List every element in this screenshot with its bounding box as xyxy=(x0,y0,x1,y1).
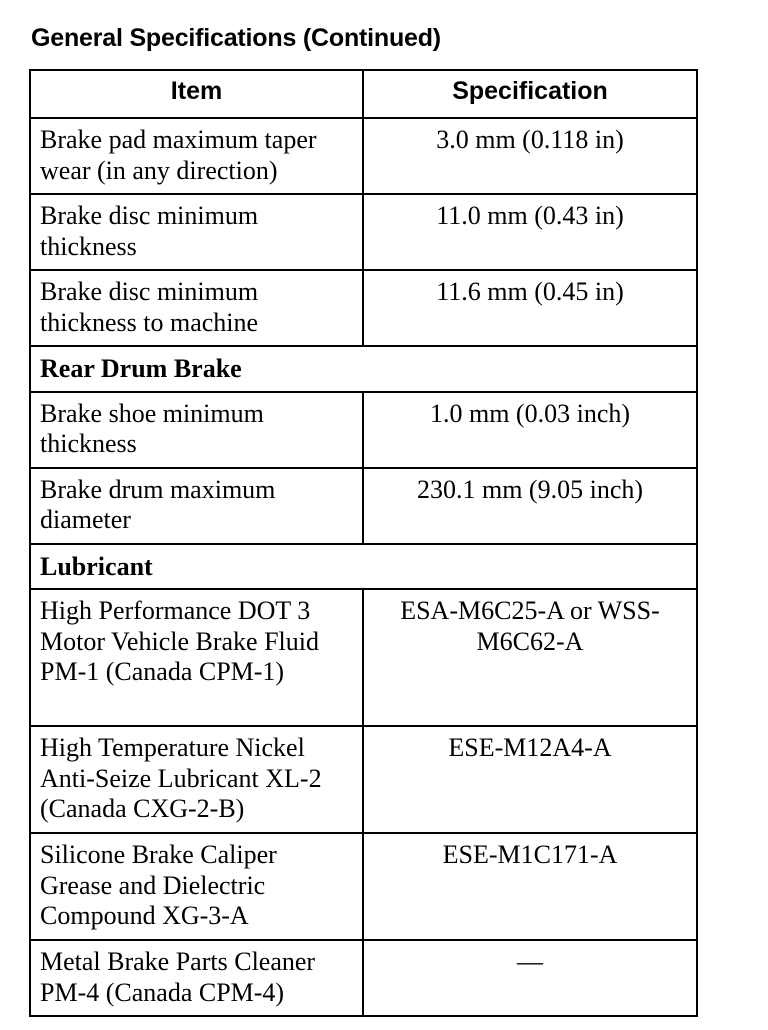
table-row xyxy=(30,833,697,940)
row-spec: 230.1 mm (9.05 inch) xyxy=(363,468,697,544)
row-spec: 3.0 mm (0.118 in) xyxy=(363,118,697,194)
row-spec: 11.0 mm (0.43 in) xyxy=(363,194,697,270)
table-row xyxy=(30,940,697,1016)
row-spec: ESE-M12A4-A xyxy=(363,726,697,833)
column-header-specification: Specification xyxy=(363,70,697,118)
row-spec: — xyxy=(363,940,697,1016)
table-row xyxy=(30,468,697,544)
row-item: High Temperature Nickel Anti-Seize Lubricant XL-2 (Canada CXG-2-B) xyxy=(30,726,363,833)
row-item: Brake shoe minimum thickness xyxy=(30,392,363,468)
row-item: Brake pad maximum taper wear (in any direction) xyxy=(30,118,363,194)
row-item: Brake disc minimum thickness xyxy=(30,194,363,270)
section-row xyxy=(30,346,697,392)
table-header-row xyxy=(30,70,697,118)
table-row xyxy=(30,392,697,468)
table-row xyxy=(30,726,697,833)
row-spec: ESE-M1C171-A xyxy=(363,833,697,940)
column-header-item: Item xyxy=(30,70,363,118)
section-row xyxy=(30,544,697,590)
row-item: Brake drum maximum diameter xyxy=(30,468,363,544)
table-row xyxy=(30,270,697,346)
row-item: Metal Brake Parts Cleaner PM-4 (Canada CPM-4) xyxy=(30,940,363,1016)
row-spec: 1.0 mm (0.03 inch) xyxy=(363,392,697,468)
page-title: General Specifications (Continued) xyxy=(31,24,441,52)
table-row xyxy=(30,194,697,270)
specifications-table xyxy=(29,69,698,1017)
row-item: Silicone Brake Caliper Grease and Dielectric Compound XG-3-A xyxy=(30,833,363,940)
table-row xyxy=(30,118,697,194)
row-item: High Performance DOT 3 Motor Vehicle Brake Fluid PM-1 (Canada CPM-1) xyxy=(30,589,363,726)
table-row xyxy=(30,589,697,726)
row-spec: ESA-M6C25-A or WSS-M6C62-A xyxy=(363,589,697,726)
row-item: Brake disc minimum thickness to machine xyxy=(30,270,363,346)
section-heading: Rear Drum Brake xyxy=(30,346,697,392)
section-heading: Lubricant xyxy=(30,544,697,590)
row-spec: 11.6 mm (0.45 in) xyxy=(363,270,697,346)
